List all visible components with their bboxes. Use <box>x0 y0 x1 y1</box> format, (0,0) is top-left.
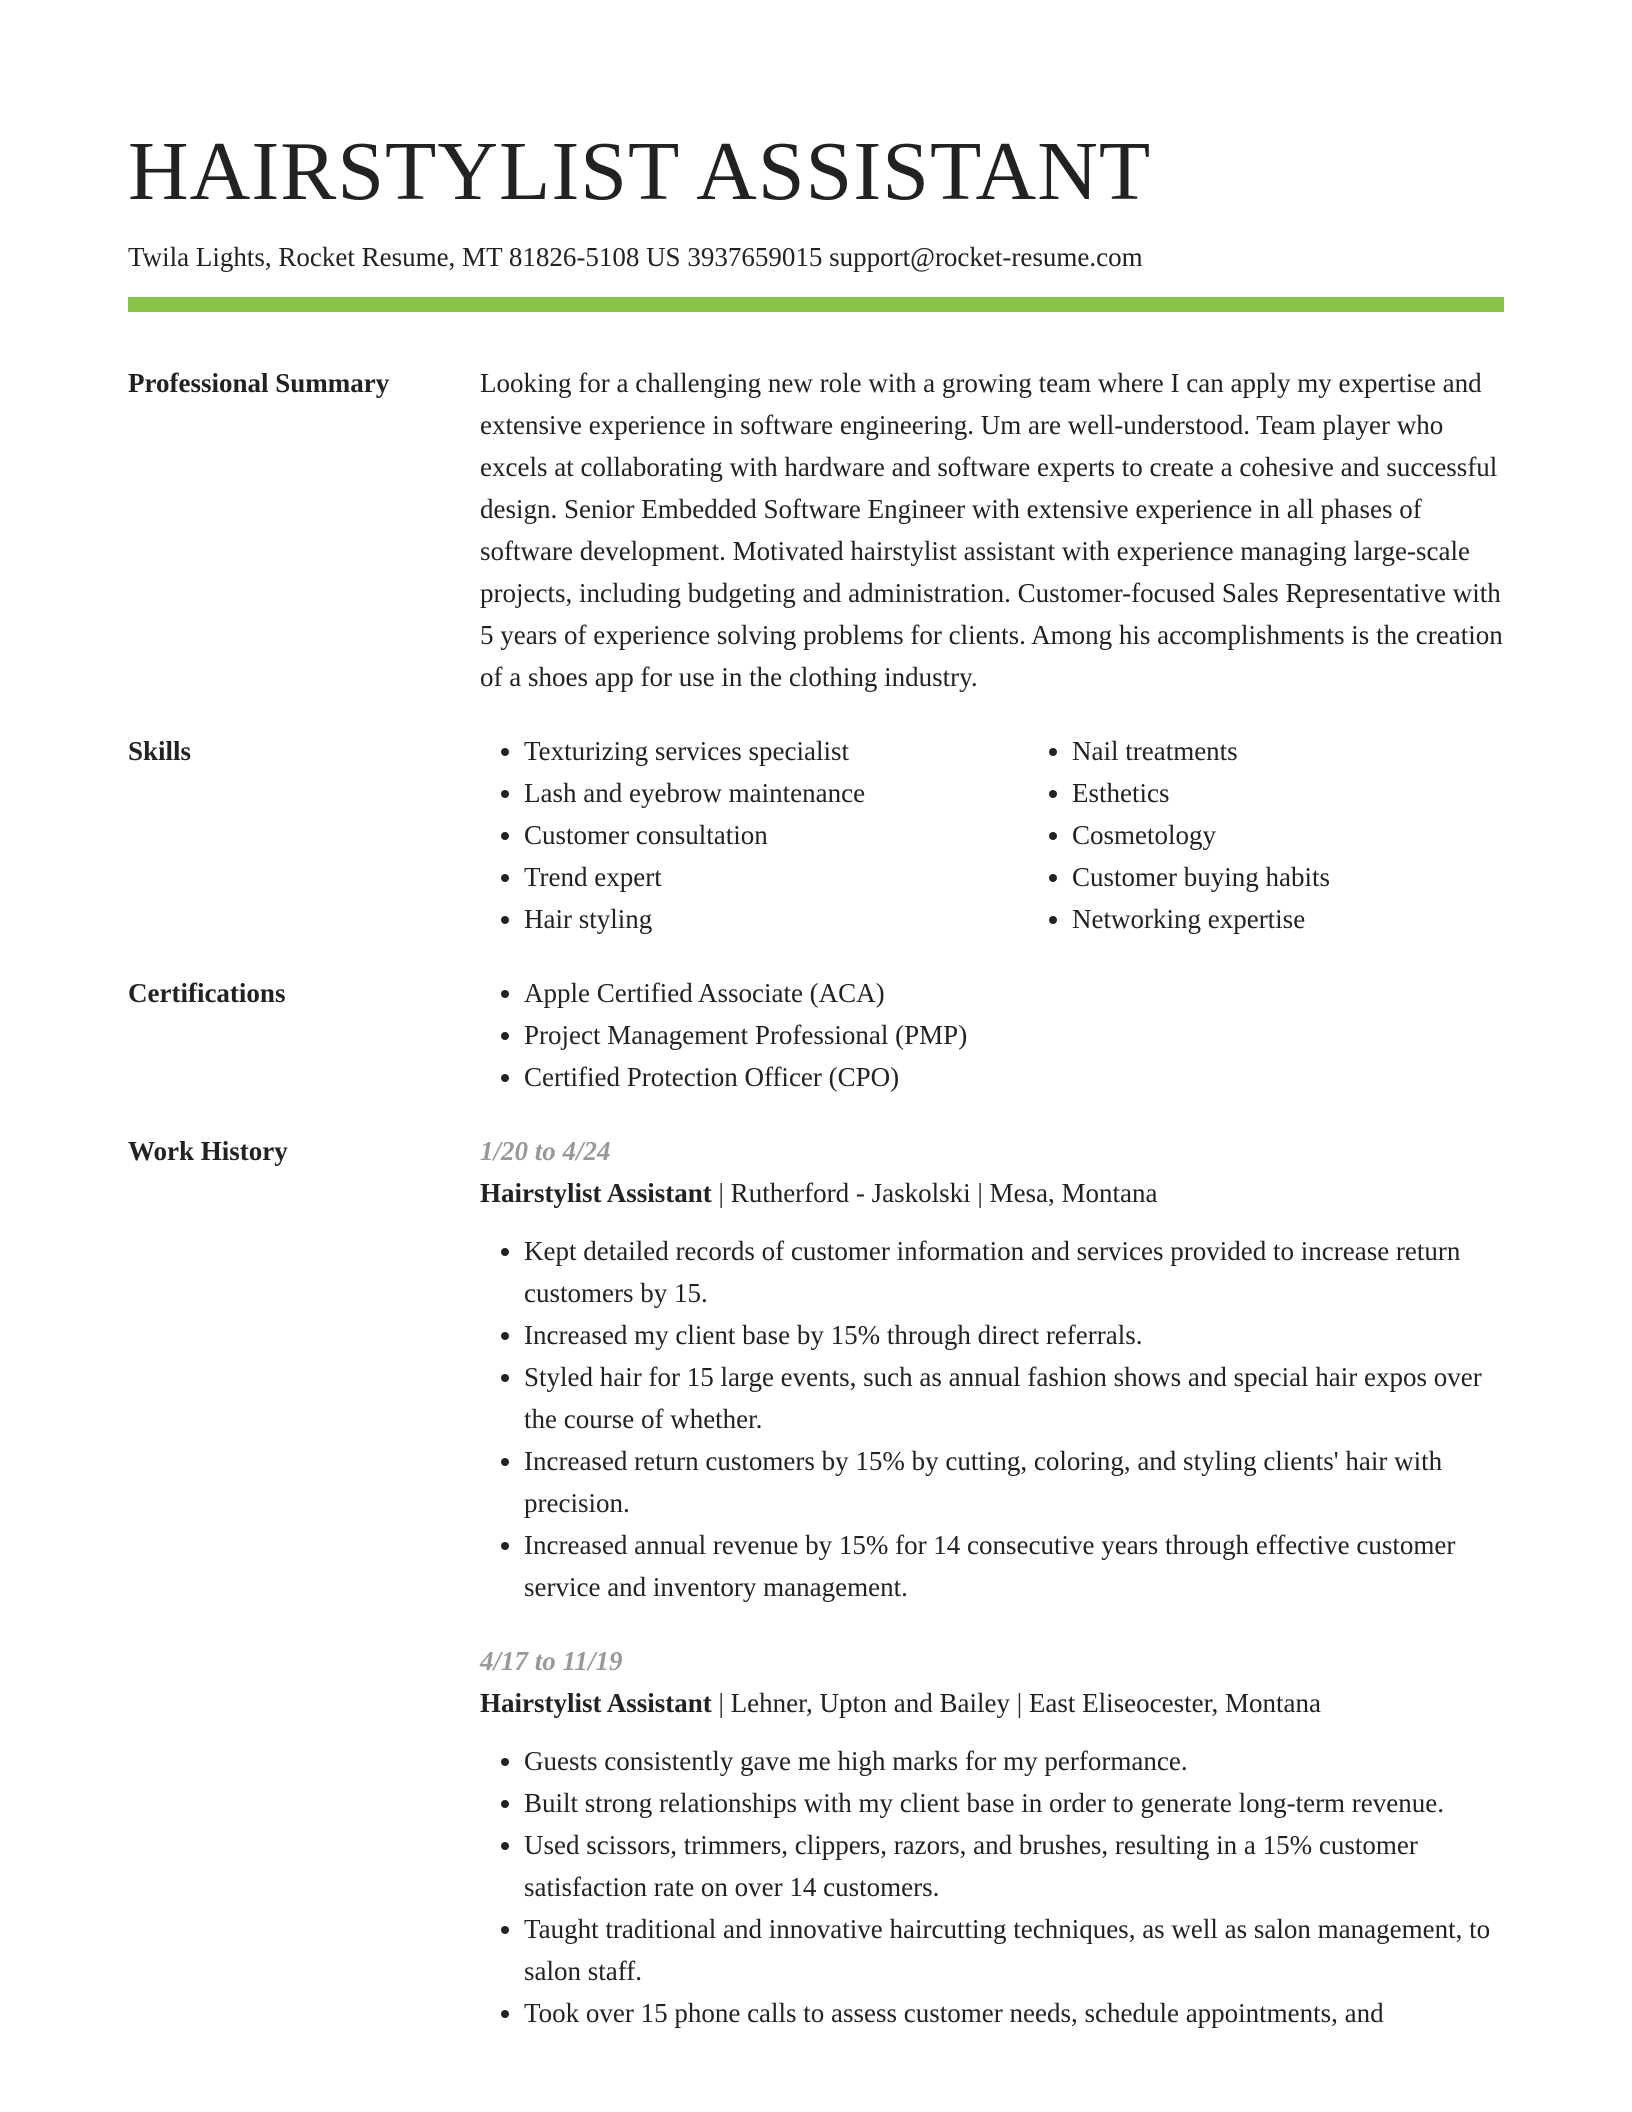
certifications-body <box>480 972 1504 1098</box>
summary-label: Professional Summary <box>128 368 390 398</box>
skill-item: • Networking expertise <box>1072 898 1576 940</box>
summary-text: Looking for a challenging new role with a growing team where I can apply my expertise and extensive experience in software engineering. Um are well-understood. Team player who excels at collaborating with hardware and software experts to create a cohesive and successful design. Senior Embedded Software Engineer with extensive experience in all phases of software development. Motivated hairstylist assistant with experience managing large-scale projects, including budgeting and administration. Customer-focused Sales Representative with 5 years of experience solving problems for clients. Among his accomplishments is the creation of a shoes app for use in the clothing industry. <box>480 368 1503 692</box>
job-bullet: • Kept detailed records of customer information and services provided to increase return customers by 15. <box>524 1230 1504 1314</box>
skill-item: • Esthetics <box>1072 772 1576 814</box>
skill-item: • Trend expert <box>524 856 1028 898</box>
job-dates: 1/20 to 4/24 <box>480 1136 611 1166</box>
job-bullets <box>480 1740 1504 2034</box>
skills-label: Skills <box>128 736 192 766</box>
job-bullet: • Taught traditional and innovative haircutting techniques, as well as salon management, to salon staff. <box>524 1908 1504 1992</box>
skills-section <box>128 730 1504 940</box>
skills-list-left <box>480 730 1028 940</box>
job-bullet: • Styled hair for 15 large events, such as annual fashion shows and special hair expos over the course of whether. <box>524 1356 1504 1440</box>
skill-item: • Cosmetology <box>1072 814 1576 856</box>
work-history-label: Work History <box>128 1136 288 1166</box>
job-bullet: • Increased return customers by 15% by cutting, coloring, and styling clients' hair with precision. <box>524 1440 1504 1524</box>
skills-list-right <box>1028 730 1576 940</box>
job-title: Hairstylist Assistant <box>480 1688 712 1718</box>
job-title: Hairstylist Assistant <box>480 1178 712 1208</box>
job-bullet: • Guests consistently gave me high marks for my performance. <box>524 1740 1504 1782</box>
job-heading <box>480 1172 1504 1214</box>
job-bullets <box>480 1230 1504 1608</box>
skill-item: • Lash and eyebrow maintenance <box>524 772 1028 814</box>
certifications-list <box>480 972 1504 1098</box>
certifications-section <box>128 972 1504 1098</box>
job-bullet: • Built strong relationships with my client base in order to generate long-term revenue. <box>524 1782 1504 1824</box>
skill-item: • Nail treatments <box>1072 730 1576 772</box>
work-history-body <box>480 1130 1504 2034</box>
resume-page <box>128 0 1504 2034</box>
skills-columns <box>480 730 1576 940</box>
job-bullet: • Increased my client base by 15% through direct referrals. <box>524 1314 1504 1356</box>
skill-item: • Customer buying habits <box>1072 856 1576 898</box>
job-bullet: • Used scissors, trimmers, clippers, razors, and brushes, resulting in a 15% customer satisfaction rate on over 14 customers. <box>524 1824 1504 1908</box>
work-history-section <box>128 1130 1504 2034</box>
job-company-location: | Rutherford - Jaskolski | Mesa, Montana <box>711 1178 1158 1208</box>
job-entry <box>480 1640 1504 2034</box>
job-bullet: • Increased annual revenue by 15% for 14 consecutive years through effective customer service and inventory management. <box>524 1524 1504 1608</box>
summary-section <box>128 362 1504 698</box>
skill-item: • Texturizing services specialist <box>524 730 1028 772</box>
job-company-location: | Lehner, Upton and Bailey | East Eliseocester, Montana <box>711 1688 1321 1718</box>
skill-item: • Customer consultation <box>524 814 1028 856</box>
job-dates: 4/17 to 11/19 <box>480 1646 623 1676</box>
certification-item: • Certified Protection Officer (CPO) <box>524 1056 1504 1098</box>
job-entry <box>480 1130 1504 1608</box>
accent-divider <box>128 297 1504 312</box>
job-heading <box>480 1682 1504 1724</box>
job-bullet: • Took over 15 phone calls to assess customer needs, schedule appointments, and <box>524 1992 1504 2034</box>
skill-item: • Hair styling <box>524 898 1028 940</box>
certification-item: • Apple Certified Associate (ACA) <box>524 972 1504 1014</box>
certifications-label: Certifications <box>128 978 286 1008</box>
certification-item: • Project Management Professional (PMP) <box>524 1014 1504 1056</box>
resume-title: HAIRSTYLIST ASSISTANT <box>128 125 1152 218</box>
contact-line: Twila Lights, Rocket Resume, MT 81826-5108 US 3937659015 support@rocket-resume.com <box>128 242 1143 272</box>
